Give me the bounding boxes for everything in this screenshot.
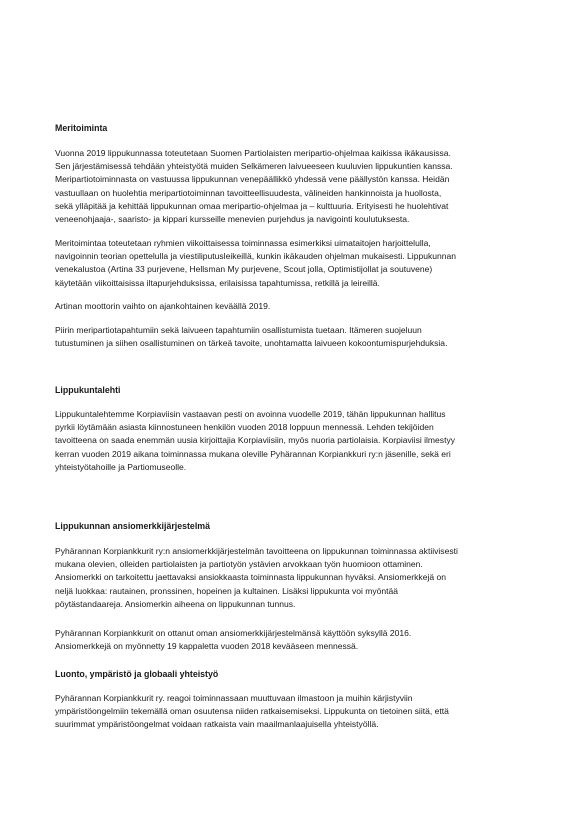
text-line: Vuonna 2019 lippukunnassa toteutetaan Suomen Partiolaisten meripartio-ohjelmaa kaikissa ikäkausissa. <box>55 148 451 158</box>
text-line: yhteistyötahoille ja Partiomuseolle. <box>55 461 187 472</box>
paragraph <box>55 237 555 290</box>
text-line: pyrkii löytämään asiasta kiinnostuneen henkilön vuoden 2018 loppuun mennessä. Lehden tekijöiden <box>55 422 434 433</box>
text-line: Lippukuntalehtemme Korpiaviisin vastaavan pesti on avoinna vuodelle 2019, tähän lippukunnan hallitus <box>55 409 446 419</box>
paragraph <box>55 300 555 313</box>
text-line: navigoinnin teorian opettelulla ja viestiliputusleikeillä, kunkin ikäkauden ohjelman mukaisesti. Lippukunnan <box>55 251 457 262</box>
text-line: suurimmat ympäristöongelmat voidaan ratkaista vain maailmanlaajuisella yhteistyöllä. <box>55 719 379 730</box>
paragraph <box>55 147 555 226</box>
text-line: Sen järjestämisessä tehdään yhteistyötä muiden Selkämeren laivueeseen kuuluvien lippukuntien kanssa. <box>55 161 453 172</box>
text-line: sekä ylläpitää ja kehittää lippukunnan omaa meripartio-ohjelmaa ja – kulttuuria. Erityisesti he huolehtivat <box>55 200 449 211</box>
text-line: vastuullaan on huolehtia meripartiotoiminnan tavoitteellisuudesta, välineiden hankinnoista ja huollosta, <box>55 187 442 198</box>
text-line: ympäristöongelmiin tekemällä oman osuutensa niiden ratkaisemiseksi. Lippukunta on tietoinen siitä, että <box>55 706 449 717</box>
text-line: pöytästandaareja. Ansiomerkin aiheena on lippukunnan tunnus. <box>55 598 296 609</box>
text-line: Ansiomerkkejä on myönnetty 19 kappaletta vuoden 2018 kevääseen mennessä. <box>55 641 359 652</box>
section-heading-lippukuntalehti: Lippukuntalehti <box>55 385 121 395</box>
text-line: Pyhärannan Korpiankkurit ry:n ansiomerkkijärjestelmän tavoitteena on lippukunnan toiminnassa aktiivisesti <box>55 546 458 556</box>
paragraph <box>55 627 555 653</box>
text-line: neljä luokkaa: rautainen, pronssinen, hopeinen ja kultainen. Lisäksi lippukunta voi myöntää <box>55 585 399 596</box>
paragraph <box>55 692 555 732</box>
text-line: Meritoimintaa toteutetaan ryhmien viikoittaisessa toiminnassa esimerkiksi uimataitojen harjoittelulla, <box>55 238 431 248</box>
paragraph <box>55 324 555 350</box>
section-heading-luonto-ymparisto: Luonto, ympäristö ja globaali yhteistyö <box>55 669 219 679</box>
section-heading-ansiomerkkijarjestelma: Lippukunnan ansiomerkkijärjestelmä <box>55 521 210 531</box>
text-line: kerran vuoden 2019 aikana toiminnassa mukana oleville Pyhärannan Korpiankkuri ry:n jäsenille, sekä eri <box>55 448 451 459</box>
text-line: Ansiomerkki on tarkoitettu jaettavaksi ansiokkaasta toiminnasta lippukunnan hyväksi. Ansiomerkkejä on <box>55 572 446 583</box>
text-line: Piirin meripartiotapahtumiin sekä laivueen tapahtumiin osallistumista tuetaan. Itämeren suojeluun <box>55 325 422 335</box>
paragraph <box>55 545 555 611</box>
text-line: Meripartiotoiminnasta on vastuussa lippukunnan venepäällikkö yhdessä vene päällystön kanssa. Heidän <box>55 174 450 185</box>
text-line: veneenohjaaja-, saaristo- ja kippari kursseille menevien purjehdus ja navigointi koulutuksesta. <box>55 214 410 225</box>
text-line: tavoitteena on saada enemmän uusia kirjoittajia Korpiaviisiin, myös nuoria partiolaisia. Korpiaviisi ilmestyy <box>55 435 455 446</box>
text-line: venekalustoa (Artina 33 purjevene, Hellsman My purjevene, Scout jolla, Optimistijollat ja soutuvene) <box>55 264 433 275</box>
text-line: Pyhärannan Korpiankkurit ry. reagoi toiminnassaan muuttuvaan ilmastoon ja muihin kärjistyviin <box>55 693 413 703</box>
text-line: käytetään viikoittaisissa iltapurjehduksissa, erilaisissa tapahtumissa, retkillä ja leireillä. <box>55 277 380 288</box>
text-line: tutustuminen ja siihen osallistuminen on tärkeä tavoite, unohtamatta laivueen kokoontumispurjehduksia. <box>55 338 448 349</box>
paragraph <box>55 408 555 474</box>
text-line: mukana olevien, olleiden partiolaisten ja partiotyön ystävien arvokkaan työn huomioon ottaminen. <box>55 559 423 570</box>
section-heading-meritoiminta: Meritoiminta <box>55 123 108 133</box>
text-line: Artinan moottorin vaihto on ajankohtainen keväällä 2019. <box>55 301 271 311</box>
text-line: Pyhärannan Korpiankkurit on ottanut oman ansiomerkkijärjestelmänsä käyttöön syksyllä 2016. <box>55 628 412 638</box>
